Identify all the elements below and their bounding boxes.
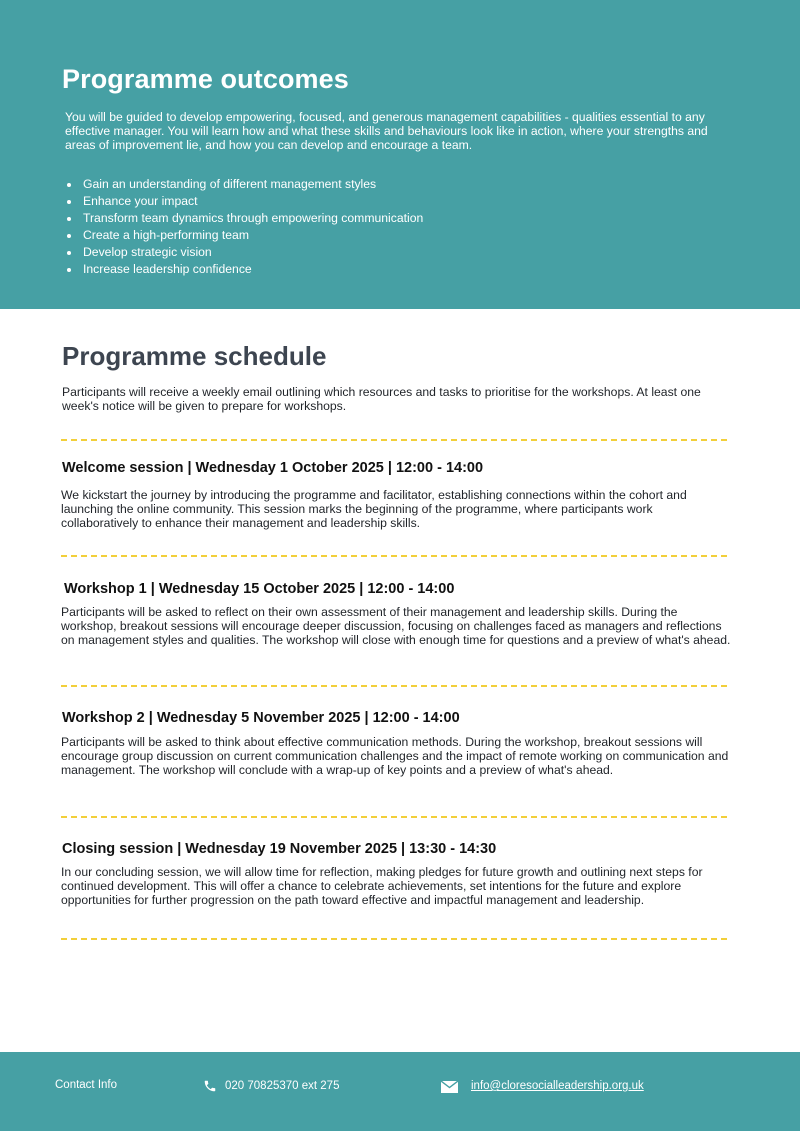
phone-icon xyxy=(203,1079,217,1093)
bullet-icon xyxy=(67,183,71,187)
dashed-divider xyxy=(61,816,727,818)
contact-info-label: Contact Info xyxy=(55,1079,118,1091)
list-item xyxy=(65,193,423,210)
email-link[interactable]: info@cloresocialleadership.org.uk xyxy=(471,1080,644,1092)
session-body-closing: In our concluding session, we will allow time for reflection, making pledges for future growth and outlining next steps for continued development. This will offer a chance to celebrate achievements, set intentions for the future and explore opportunities for further progression on the path toward effective and impactful management and leadership. xyxy=(61,865,703,907)
dashed-divider xyxy=(61,685,727,687)
bullet-icon xyxy=(67,200,71,204)
bullet-icon xyxy=(67,268,71,272)
dashed-divider xyxy=(61,439,727,441)
list-item xyxy=(65,244,423,261)
dashed-divider xyxy=(61,555,727,557)
outcomes-title: Programme outcomes xyxy=(62,64,349,94)
session-heading-workshop-1: Workshop 1 | Wednesday 15 October 2025 | 12:00 - 14:00 xyxy=(64,581,455,597)
schedule-intro: Participants will receive a weekly email outlining which resources and tasks to prioritise for the workshops. At least one week's notice will be given to prepare for workshops. xyxy=(62,385,701,413)
footer xyxy=(0,1052,800,1131)
phone-number[interactable]: 020 70825370 ext 275 xyxy=(225,1080,340,1092)
mail-icon xyxy=(441,1081,458,1093)
session-heading-closing: Closing session | Wednesday 19 November 2025 | 13:30 - 14:30 xyxy=(62,841,497,857)
list-item xyxy=(65,261,423,278)
list-item xyxy=(65,210,423,227)
list-item-label: Create a high-performing team xyxy=(83,228,249,242)
bullet-icon xyxy=(67,234,71,238)
list-item xyxy=(65,227,423,244)
outcomes-intro: You will be guided to develop empowering, focused, and generous management capabilities - qualities essential to any effective manager. You will learn how and what these skills and behaviours look like in action, where your strengths and areas of improvement lie, and how you can develop and encourage a team. xyxy=(65,110,708,152)
schedule-title: Programme schedule xyxy=(62,341,327,371)
list-item-label: Develop strategic vision xyxy=(83,245,212,259)
list-item-label: Transform team dynamics through empowering communication xyxy=(83,211,424,225)
bullet-icon xyxy=(67,217,71,221)
list-item-label: Enhance your impact xyxy=(83,194,198,208)
bullet-icon xyxy=(67,251,71,255)
list-item-label: Increase leadership confidence xyxy=(83,262,252,276)
list-item xyxy=(65,176,423,193)
session-body-workshop-1: Participants will be asked to reflect on their own assessment of their management and leadership skills. During the workshop, breakout sessions will encourage deeper discussion, focusing on challenges faced as managers and reflections on management styles and qualities. The workshop will close with enough time for questions and a preview of what's ahead. xyxy=(61,605,731,647)
session-body-welcome: We kickstart the journey by introducing the programme and facilitator, establishing connections within the cohort and launching the online community. This session marks the beginning of the programme, where participants work collaboratively to enhance their management and leadership skills. xyxy=(61,488,687,530)
outcomes-section xyxy=(0,0,800,309)
session-heading-welcome: Welcome session | Wednesday 1 October 2025 | 12:00 - 14:00 xyxy=(62,460,484,476)
outcomes-list xyxy=(65,176,423,278)
session-heading-workshop-2: Workshop 2 | Wednesday 5 November 2025 | 12:00 - 14:00 xyxy=(62,710,460,726)
session-body-workshop-2: Participants will be asked to think about effective communication methods. During the workshop, breakout sessions will encourage group discussion on current communication challenges and the impact of remote working on communication and management. The workshop will conclude with a wrap-up of key points and a preview of what's ahead. xyxy=(61,735,729,777)
dashed-divider xyxy=(61,938,727,940)
list-item-label: Gain an understanding of different management styles xyxy=(83,177,377,191)
